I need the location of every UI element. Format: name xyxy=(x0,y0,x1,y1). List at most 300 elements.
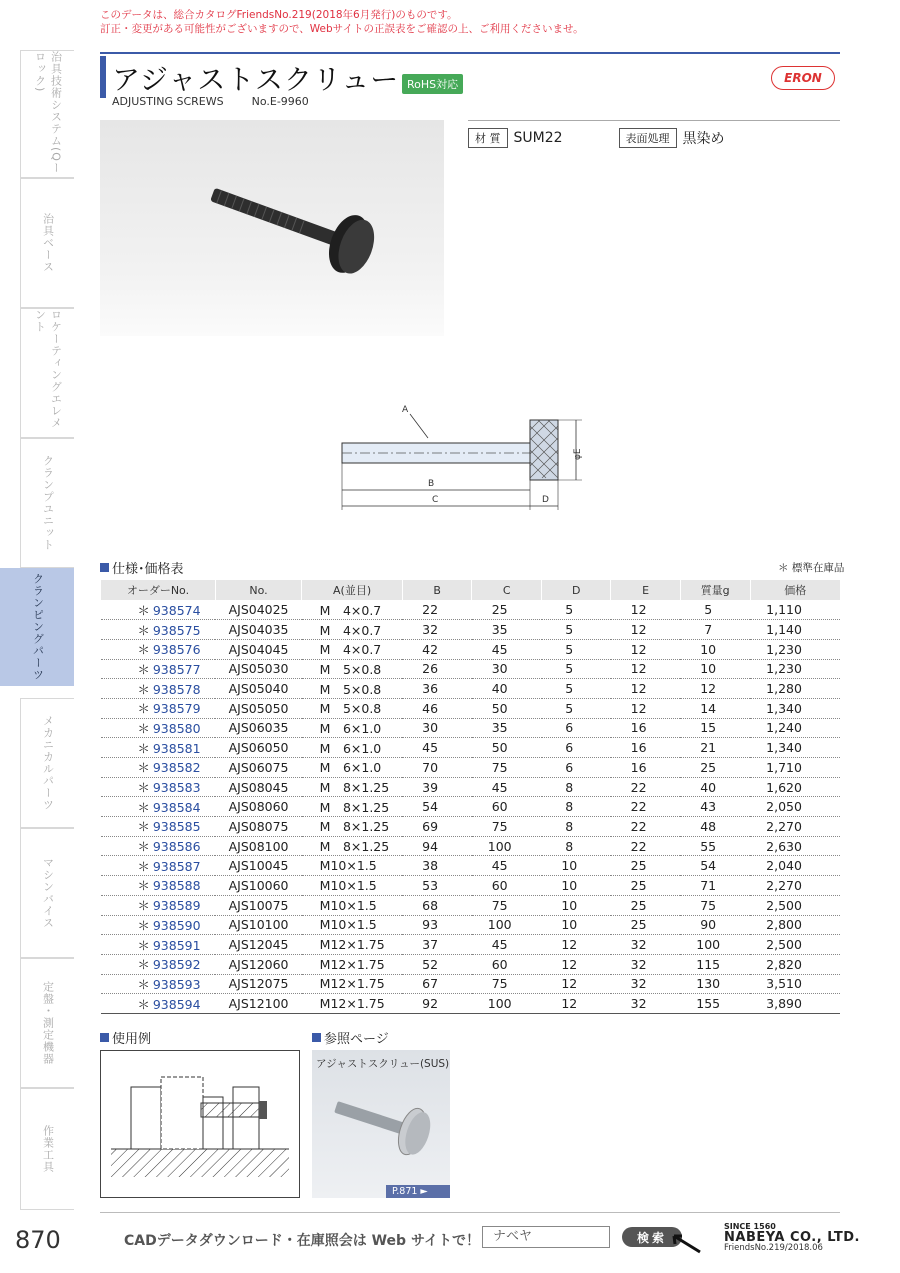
price-cell: 2,500 xyxy=(750,935,840,955)
table-cell: 32 xyxy=(611,994,680,1014)
page-subtitle xyxy=(112,95,309,108)
stock-asterisk-icon: ＊ xyxy=(137,996,150,1012)
table-cell: 5 xyxy=(542,620,611,640)
table-cell: 6 xyxy=(542,758,611,778)
table-cell: 75 xyxy=(472,895,542,915)
table-cell: 40 xyxy=(680,777,750,797)
order-number-cell[interactable] xyxy=(101,817,216,837)
table-cell: 92 xyxy=(402,994,471,1014)
table-header-row xyxy=(101,580,841,600)
order-number-cell[interactable] xyxy=(101,994,216,1014)
table-cell: 50 xyxy=(472,738,542,758)
table-row xyxy=(101,698,841,718)
table-cell: 25 xyxy=(611,895,680,915)
stock-asterisk-icon: ＊ xyxy=(137,760,150,776)
order-number[interactable]: 938587 xyxy=(152,858,201,874)
order-number[interactable]: 938581 xyxy=(152,740,201,756)
dim-label-d: D xyxy=(542,495,549,505)
sus-screw-icon xyxy=(312,1072,450,1182)
table-cell: M 8×1.25 xyxy=(302,836,403,856)
order-number-cell[interactable] xyxy=(101,895,216,915)
order-number[interactable]: 938584 xyxy=(152,799,201,815)
table-row xyxy=(101,797,841,817)
table-cell: 32 xyxy=(611,974,680,994)
cursor-arrow-icon xyxy=(672,1234,706,1256)
price-cell: 1,280 xyxy=(750,679,840,699)
table-cell: 42 xyxy=(402,639,471,659)
table-cell: M10×1.5 xyxy=(302,876,403,896)
table-cell: 38 xyxy=(402,856,471,876)
table-cell: 54 xyxy=(680,856,750,876)
table-row xyxy=(101,954,841,974)
square-icon xyxy=(100,563,109,572)
table-row xyxy=(101,994,841,1014)
table-row xyxy=(101,915,841,935)
table-cell: 32 xyxy=(402,620,471,640)
order-number[interactable]: 938582 xyxy=(152,760,201,776)
order-number-cell[interactable] xyxy=(101,935,216,955)
side-tab-label: 治具ベース xyxy=(41,213,55,273)
order-number[interactable]: 938577 xyxy=(152,661,201,677)
side-tab[interactable] xyxy=(20,178,74,308)
table-cell: 12 xyxy=(611,600,680,620)
company-name: NABEYA CO., LTD. xyxy=(724,1230,860,1245)
table-row xyxy=(101,974,841,994)
table-row xyxy=(101,836,841,856)
table-row xyxy=(101,777,841,797)
table-cell: M 4×0.7 xyxy=(302,639,403,659)
table-cell: 90 xyxy=(680,915,750,935)
square-icon xyxy=(100,1033,109,1042)
table-cell: 12 xyxy=(680,679,750,699)
price-cell: 1,140 xyxy=(750,620,840,640)
table-cell: AJS10075 xyxy=(215,895,301,915)
order-number[interactable]: 938590 xyxy=(152,917,201,933)
usage-heading xyxy=(100,1028,151,1047)
table-cell: AJS04035 xyxy=(215,620,301,640)
usage-example-diagram xyxy=(100,1050,300,1198)
table-cell: M12×1.75 xyxy=(302,954,403,974)
order-number[interactable]: 938592 xyxy=(152,957,201,973)
table-cell: 54 xyxy=(402,797,471,817)
table-cell: 43 xyxy=(680,797,750,817)
table-cell: 10 xyxy=(680,639,750,659)
order-number-cell[interactable] xyxy=(101,797,216,817)
table-cell: 60 xyxy=(472,797,542,817)
table-cell: 5 xyxy=(680,600,750,620)
table-cell: 12 xyxy=(542,954,611,974)
side-tab[interactable] xyxy=(20,308,74,438)
dim-label-a: A xyxy=(402,405,409,415)
side-tab-label: クランプユニット xyxy=(41,455,55,551)
stock-asterisk-icon: ＊ xyxy=(137,917,150,933)
table-cell: 60 xyxy=(472,876,542,896)
table-cell: 22 xyxy=(611,777,680,797)
table-cell: 100 xyxy=(472,915,542,935)
side-tab-label: ロケーティングエレメント xyxy=(33,309,63,429)
price-cell: 3,510 xyxy=(750,974,840,994)
table-cell: M 5×0.8 xyxy=(302,659,403,679)
table-cell: AJS04025 xyxy=(215,600,301,620)
price-cell: 1,710 xyxy=(750,758,840,778)
table-cell: 16 xyxy=(611,758,680,778)
table-cell: 30 xyxy=(472,659,542,679)
table-cell: M 4×0.7 xyxy=(302,620,403,640)
table-cell: 12 xyxy=(611,659,680,679)
table-cell: 75 xyxy=(472,974,542,994)
side-tab-label: 治具技術システム(Qーロック) xyxy=(33,51,63,174)
side-tab-label: クランピングパーツ xyxy=(31,573,45,681)
rohs-badge: RoHS対応 xyxy=(402,74,463,94)
table-cell: M10×1.5 xyxy=(302,915,403,935)
table-cell: 8 xyxy=(542,777,611,797)
table-cell: AJS12060 xyxy=(215,954,301,974)
table-cell: 14 xyxy=(680,698,750,718)
table-cell: 71 xyxy=(680,876,750,896)
search-input[interactable]: ナベヤ xyxy=(482,1226,610,1248)
finish-value: 黒染め xyxy=(682,131,725,147)
dim-label-e: φE xyxy=(573,448,583,460)
eron-logo: ERON xyxy=(771,66,835,90)
reference-item-label: アジャストスクリュー(SUS) xyxy=(316,1058,450,1070)
order-number[interactable]: 938576 xyxy=(152,642,201,658)
table-header-cell: オーダーNo. xyxy=(101,580,216,600)
nabeya-logo xyxy=(724,1221,860,1254)
footer-divider xyxy=(100,1212,840,1213)
table-row xyxy=(101,639,841,659)
table-cell: 100 xyxy=(680,935,750,955)
table-header-cell: A(並目) xyxy=(302,580,403,600)
table-cell: 5 xyxy=(542,639,611,659)
table-cell: 35 xyxy=(472,620,542,640)
side-tab[interactable] xyxy=(0,568,74,686)
table-cell: M10×1.5 xyxy=(302,856,403,876)
reference-title: 参照ページ xyxy=(324,1032,389,1047)
order-number-cell[interactable] xyxy=(101,836,216,856)
price-cell: 2,270 xyxy=(750,876,840,896)
price-cell: 3,890 xyxy=(750,994,840,1014)
side-tab[interactable] xyxy=(20,1088,74,1210)
stock-asterisk-icon: ＊ xyxy=(137,976,150,992)
table-cell: 22 xyxy=(402,600,471,620)
table-cell: M 6×1.0 xyxy=(302,738,403,758)
table-cell: 37 xyxy=(402,935,471,955)
table-cell: AJS08075 xyxy=(215,817,301,837)
table-row xyxy=(101,718,841,738)
order-number-cell[interactable] xyxy=(101,600,216,620)
page-title: アジャストスクリュー xyxy=(112,63,400,96)
order-number-cell[interactable] xyxy=(101,620,216,640)
table-cell: 94 xyxy=(402,836,471,856)
subtitle-en: ADJUSTING SCREWS xyxy=(112,95,224,108)
order-number[interactable]: 938593 xyxy=(152,976,201,992)
usage-diagram-icon xyxy=(101,1051,299,1197)
table-cell: 25 xyxy=(611,856,680,876)
side-tab[interactable] xyxy=(20,958,74,1088)
stock-asterisk-icon: ＊ xyxy=(137,839,150,855)
table-row xyxy=(101,935,841,955)
order-number-cell[interactable] xyxy=(101,698,216,718)
spec-table-title: 仕様･価格表 xyxy=(112,562,184,577)
table-cell: 60 xyxy=(472,954,542,974)
finish-label: 表面処理 xyxy=(619,128,677,148)
table-cell: 32 xyxy=(611,954,680,974)
table-cell: 53 xyxy=(402,876,471,896)
table-row xyxy=(101,895,841,915)
order-number[interactable]: 938589 xyxy=(152,898,201,914)
side-tab-label: 作業工具 xyxy=(41,1125,55,1173)
table-cell: M12×1.75 xyxy=(302,935,403,955)
table-cell: 8 xyxy=(542,797,611,817)
table-header-cell: B xyxy=(402,580,471,600)
table-cell: 39 xyxy=(402,777,471,797)
table-cell: 8 xyxy=(542,836,611,856)
table-cell: 70 xyxy=(402,758,471,778)
table-cell: 6 xyxy=(542,738,611,758)
side-tab-label: メカニカルパーツ xyxy=(41,715,55,811)
price-cell: 2,800 xyxy=(750,915,840,935)
table-cell: AJS12045 xyxy=(215,935,301,955)
order-number-cell[interactable] xyxy=(101,876,216,896)
stock-asterisk-icon: ＊ xyxy=(137,858,150,874)
order-number-cell[interactable] xyxy=(101,679,216,699)
since-text: SINCE 1560 xyxy=(724,1222,776,1231)
order-number-cell[interactable] xyxy=(101,718,216,738)
table-cell: 5 xyxy=(542,600,611,620)
cad-download-text: CADデータダウンロード・在庫照会は Web サイトで！ xyxy=(124,1233,480,1249)
order-number-cell[interactable] xyxy=(101,758,216,778)
price-cell: 1,340 xyxy=(750,698,840,718)
table-header-cell: 質量g xyxy=(680,580,750,600)
stock-asterisk-icon: ＊ xyxy=(137,681,150,697)
table-cell: 69 xyxy=(402,817,471,837)
table-cell: 25 xyxy=(472,600,542,620)
price-cell: 1,230 xyxy=(750,639,840,659)
order-number-cell[interactable] xyxy=(101,738,216,758)
table-cell: 16 xyxy=(611,718,680,738)
stock-asterisk-icon: ＊ xyxy=(137,661,150,677)
side-tab[interactable] xyxy=(20,698,74,828)
table-row xyxy=(101,817,841,837)
table-cell: 10 xyxy=(542,856,611,876)
table-cell: 40 xyxy=(472,679,542,699)
order-number[interactable]: 938586 xyxy=(152,839,201,855)
table-row xyxy=(101,679,841,699)
price-cell: 1,230 xyxy=(750,659,840,679)
table-row xyxy=(101,659,841,679)
side-tab-label: マシンバイス xyxy=(41,857,55,929)
stock-asterisk-icon: ＊ xyxy=(137,937,150,953)
order-number-cell[interactable] xyxy=(101,856,216,876)
stock-asterisk-icon: ＊ xyxy=(137,878,150,894)
table-cell: 12 xyxy=(611,698,680,718)
order-number[interactable]: 938594 xyxy=(152,996,201,1012)
table-row xyxy=(101,758,841,778)
table-cell: 68 xyxy=(402,895,471,915)
order-number[interactable]: 938588 xyxy=(152,878,201,894)
table-cell: 5 xyxy=(542,659,611,679)
catalog-notice xyxy=(100,8,584,36)
table-cell: M 8×1.25 xyxy=(302,777,403,797)
table-cell: 26 xyxy=(402,659,471,679)
table-cell: 12 xyxy=(611,620,680,640)
stock-asterisk-icon: ＊ xyxy=(137,622,150,638)
table-cell: 10 xyxy=(680,659,750,679)
notice-line-1: このデータは、総合カタログFriendsNo.219(2018年6月発行)のものです。 xyxy=(100,9,458,21)
order-number-cell[interactable] xyxy=(101,777,216,797)
material-label: 材 質 xyxy=(468,128,508,148)
order-number[interactable]: 938578 xyxy=(152,681,201,697)
dim-label-c: C xyxy=(432,495,439,505)
catalog-number: No.E-9960 xyxy=(251,95,309,108)
order-number[interactable]: 938583 xyxy=(152,780,201,796)
stock-asterisk-icon: ＊ xyxy=(137,602,150,618)
table-cell: M12×1.75 xyxy=(302,974,403,994)
table-cell: AJS04045 xyxy=(215,639,301,659)
spec-row xyxy=(468,128,725,148)
table-cell: 12 xyxy=(611,679,680,699)
table-cell: 48 xyxy=(680,817,750,837)
order-number[interactable]: 938585 xyxy=(152,819,201,835)
table-cell: AJS05030 xyxy=(215,659,301,679)
table-row xyxy=(101,738,841,758)
order-number-cell[interactable] xyxy=(101,974,216,994)
table-cell: AJS06075 xyxy=(215,758,301,778)
table-cell: M10×1.5 xyxy=(302,895,403,915)
table-header-cell: No. xyxy=(215,580,301,600)
table-cell: 45 xyxy=(402,738,471,758)
order-number-cell[interactable] xyxy=(101,639,216,659)
table-cell: M 6×1.0 xyxy=(302,718,403,738)
page-number: 870 xyxy=(15,1226,61,1254)
usage-title: 使用例 xyxy=(112,1032,152,1047)
table-cell: AJS05040 xyxy=(215,679,301,699)
table-header-cell: D xyxy=(542,580,611,600)
table-cell: 15 xyxy=(680,718,750,738)
table-header-cell: E xyxy=(611,580,680,600)
table-cell: 25 xyxy=(611,915,680,935)
table-cell: AJS12075 xyxy=(215,974,301,994)
reference-card[interactable] xyxy=(312,1050,450,1198)
table-cell: 93 xyxy=(402,915,471,935)
table-cell: 115 xyxy=(680,954,750,974)
price-cell: 2,050 xyxy=(750,797,840,817)
stock-asterisk-icon: ＊ xyxy=(137,780,150,796)
table-cell: 8 xyxy=(542,817,611,837)
table-cell: AJS08060 xyxy=(215,797,301,817)
notice-line-2: 訂正・変更がある可能性がございますので、Webサイトの正誤表をご確認の上、ご利用くださいませ。 xyxy=(100,23,584,35)
order-number[interactable]: 938591 xyxy=(152,937,201,953)
table-cell: 10 xyxy=(542,895,611,915)
table-row xyxy=(101,876,841,896)
side-tab-label: 定盤・測定機器 xyxy=(41,981,55,1065)
table-cell: 32 xyxy=(611,935,680,955)
table-cell: 50 xyxy=(472,698,542,718)
table-cell: 46 xyxy=(402,698,471,718)
table-cell: 12 xyxy=(611,639,680,659)
reference-heading xyxy=(312,1028,389,1047)
table-cell: 45 xyxy=(472,639,542,659)
table-cell: 35 xyxy=(472,718,542,738)
price-cell: 1,340 xyxy=(750,738,840,758)
table-cell: 55 xyxy=(680,836,750,856)
table-cell: 45 xyxy=(472,856,542,876)
table-cell: 22 xyxy=(611,836,680,856)
order-number[interactable]: 938580 xyxy=(152,720,201,736)
table-cell: M 5×0.8 xyxy=(302,679,403,699)
table-cell: 22 xyxy=(611,817,680,837)
table-header-cell: 価格 xyxy=(750,580,840,600)
table-cell: 67 xyxy=(402,974,471,994)
order-number[interactable]: 938575 xyxy=(152,622,201,638)
table-row xyxy=(101,600,841,620)
order-number-cell[interactable] xyxy=(101,659,216,679)
table-cell: 10 xyxy=(542,915,611,935)
table-cell: AJS08100 xyxy=(215,836,301,856)
table-cell: M 6×1.0 xyxy=(302,758,403,778)
table-cell: 6 xyxy=(542,718,611,738)
table-cell: 16 xyxy=(611,738,680,758)
table-cell: AJS06035 xyxy=(215,718,301,738)
table-row xyxy=(101,620,841,640)
table-cell: M 8×1.25 xyxy=(302,797,403,817)
table-cell: 12 xyxy=(542,974,611,994)
order-number-cell[interactable] xyxy=(101,954,216,974)
side-tab[interactable] xyxy=(20,828,74,958)
table-cell: AJS10100 xyxy=(215,915,301,935)
stock-asterisk-icon: ＊ xyxy=(137,740,150,756)
price-cell: 1,110 xyxy=(750,600,840,620)
reference-page-link[interactable]: P.871 ► xyxy=(386,1185,450,1198)
order-number-cell[interactable] xyxy=(101,915,216,935)
price-cell: 2,820 xyxy=(750,954,840,974)
table-cell: 52 xyxy=(402,954,471,974)
dim-label-b: B xyxy=(428,479,435,489)
order-number[interactable]: 938574 xyxy=(152,602,201,618)
stock-note: ＊ 標準在庫品 xyxy=(778,562,845,574)
price-cell: 1,240 xyxy=(750,718,840,738)
table-cell: 12 xyxy=(542,935,611,955)
table-cell: 100 xyxy=(472,994,542,1014)
price-cell: 2,270 xyxy=(750,817,840,837)
stock-asterisk-icon: ＊ xyxy=(137,701,150,717)
order-number[interactable]: 938579 xyxy=(152,701,201,717)
stock-asterisk-icon: ＊ xyxy=(137,720,150,736)
material-value: SUM22 xyxy=(513,130,563,146)
table-cell: 75 xyxy=(680,895,750,915)
table-cell: M12×1.75 xyxy=(302,994,403,1014)
side-tab[interactable] xyxy=(20,438,74,568)
side-tab[interactable] xyxy=(20,50,74,178)
table-cell: AJS05050 xyxy=(215,698,301,718)
spec-divider xyxy=(468,120,840,121)
price-cell: 1,620 xyxy=(750,777,840,797)
price-cell: 2,500 xyxy=(750,895,840,915)
stock-asterisk-icon: ＊ xyxy=(137,819,150,835)
table-cell: AJS08045 xyxy=(215,777,301,797)
table-cell: M 4×0.7 xyxy=(302,600,403,620)
friends-edition: FriendsNo.219/2018.06 xyxy=(724,1243,823,1253)
table-cell: 21 xyxy=(680,738,750,758)
table-cell: 7 xyxy=(680,620,750,640)
stock-asterisk-icon: ＊ xyxy=(137,957,150,973)
table-cell: 22 xyxy=(611,797,680,817)
table-cell: 5 xyxy=(542,679,611,699)
table-cell: AJS12100 xyxy=(215,994,301,1014)
stock-asterisk-icon: ＊ xyxy=(137,642,150,658)
dimension-drawing xyxy=(330,400,590,515)
spec-table-heading xyxy=(100,558,184,577)
